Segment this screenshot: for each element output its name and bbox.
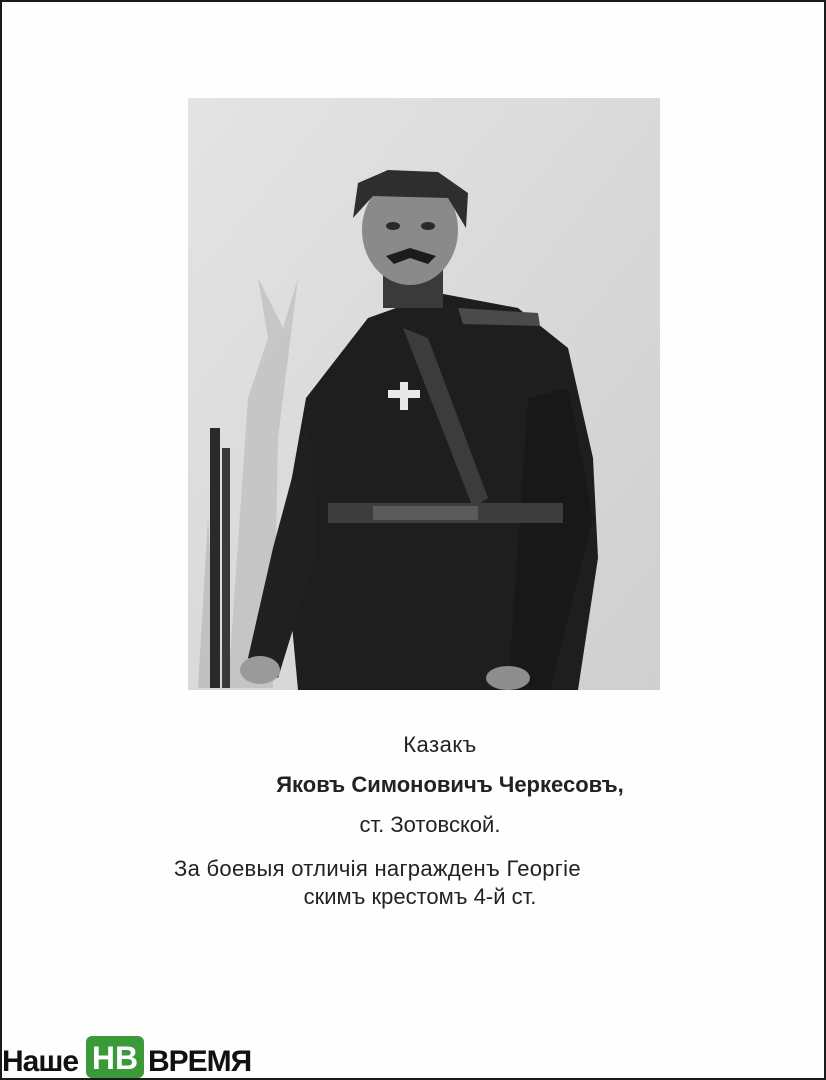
logo-right-text: ВРЕМЯ	[148, 1045, 252, 1078]
portrait-illustration	[188, 98, 660, 690]
logo-left-text: Наше	[2, 1045, 79, 1078]
caption-rank: Казакъ	[403, 732, 477, 757]
newspaper-logo	[0, 1034, 250, 1080]
caption-award-line2: скимъ крестомъ 4-й ст.	[303, 884, 537, 909]
portrait-photo	[188, 98, 660, 690]
caption-village: ст. Зотовской.	[359, 812, 501, 837]
logo-mark-icon	[86, 1036, 144, 1078]
logo-mark-text: НВ	[91, 1040, 139, 1076]
caption-award-line1: За боевыя отличія награжденъ Георгіе	[174, 856, 581, 881]
photo-caption	[170, 716, 670, 910]
caption-name: Яковъ Симоновичъ Черкесовъ,	[276, 772, 624, 797]
